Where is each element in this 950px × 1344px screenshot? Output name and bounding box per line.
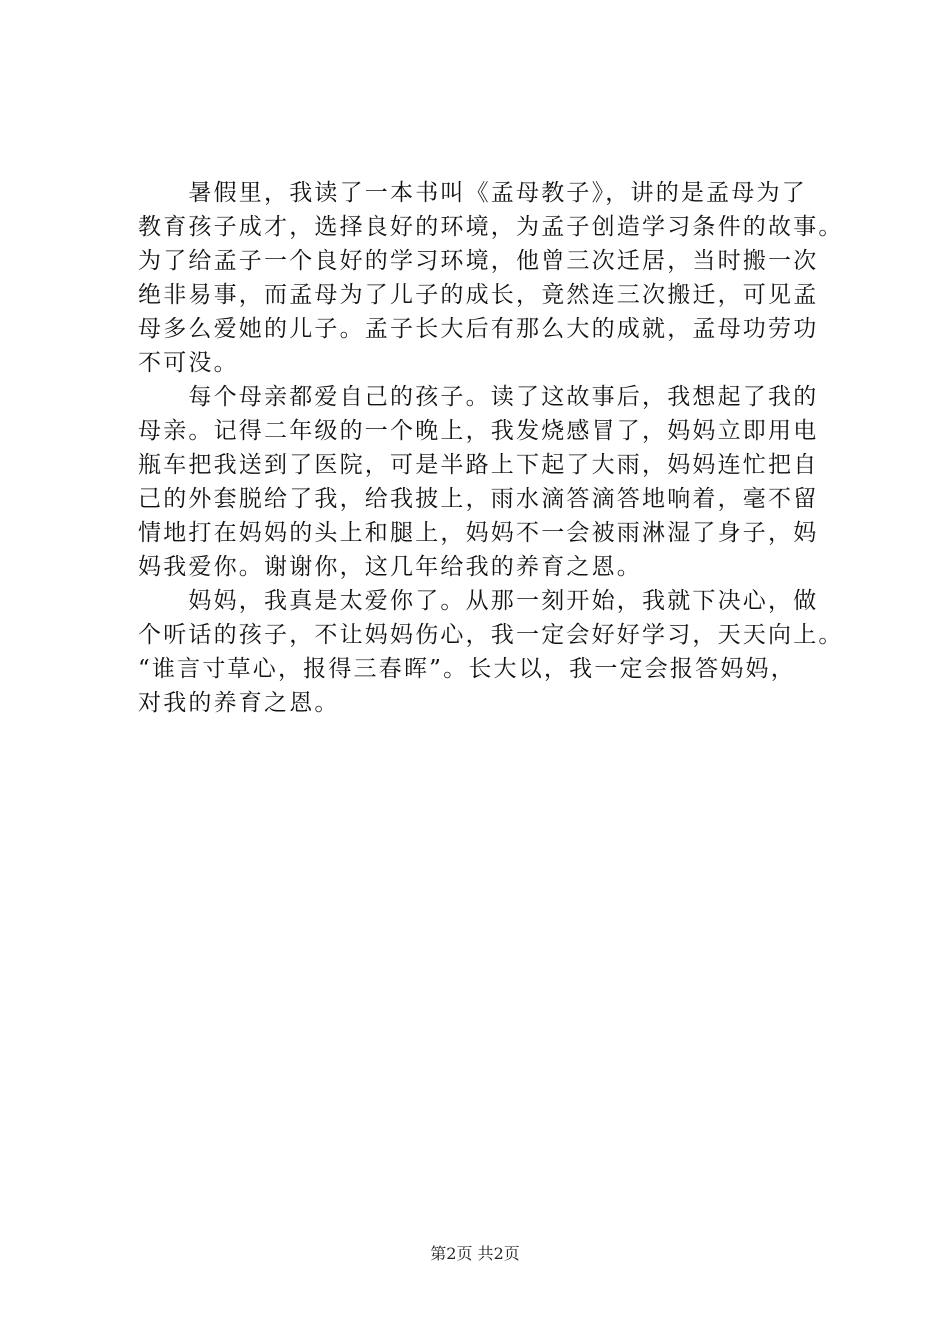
page-number: 2: [446, 1244, 457, 1263]
text-line: 妈我爱你。谢谢你，这几年给我的养育之恩。: [138, 554, 642, 580]
document-body: [138, 176, 852, 720]
text-line: 暑假里，我读了一本书叫《孟母教子》，讲的是孟母为了: [138, 180, 807, 206]
text-line: 瓶车把我送到了医院，可是半路上下起了大雨，妈妈连忙把自: [138, 452, 819, 478]
text-line: 母多么爱她的儿子。孟子长大后有那么大的成就，孟母功劳功: [138, 316, 819, 342]
text-line: 教育孩子成才，选择良好的环境，为孟子创造学习条件的故事。: [138, 214, 844, 240]
text-line: 己的外套脱给了我，给我披上，雨水滴答滴答地响着，毫不留: [138, 486, 819, 512]
text-line: 不可没。: [138, 350, 239, 376]
text-line: 对我的养育之恩。: [138, 690, 340, 716]
total-pages-suffix: 页: [503, 1244, 520, 1263]
page-footer: [0, 1243, 950, 1265]
total-pages: 2: [493, 1244, 504, 1263]
text-line: 绝非易事，而孟母为了儿子的成长，竟然连三次搬迁，可见孟: [138, 282, 819, 308]
text-line: 情地打在妈妈的头上和腿上，妈妈不一会被雨淋湿了身子，妈: [138, 520, 819, 546]
text-line: 每个母亲都爱自己的孩子。读了这故事后，我想起了我的: [138, 384, 819, 410]
text-line: “谁言寸草心，报得三春晖”。长大以，我一定会报答妈妈，: [138, 656, 796, 682]
page-number-prefix: 第: [430, 1244, 447, 1263]
total-pages-prefix: 共: [477, 1244, 494, 1263]
page-number-suffix: 页: [456, 1244, 473, 1263]
text-line: 妈妈，我真是太爱你了。从那一刻开始，我就下决心，做: [138, 588, 819, 614]
text-line: 母亲。记得二年级的一个晚上，我发烧感冒了，妈妈立即用电: [138, 418, 819, 444]
text-line: 为了给孟子一个良好的学习环境，他曾三次迁居，当时搬一次: [138, 248, 819, 274]
text-line: 个听话的孩子，不让妈妈伤心，我一定会好好学习，天天向上。: [138, 622, 844, 648]
